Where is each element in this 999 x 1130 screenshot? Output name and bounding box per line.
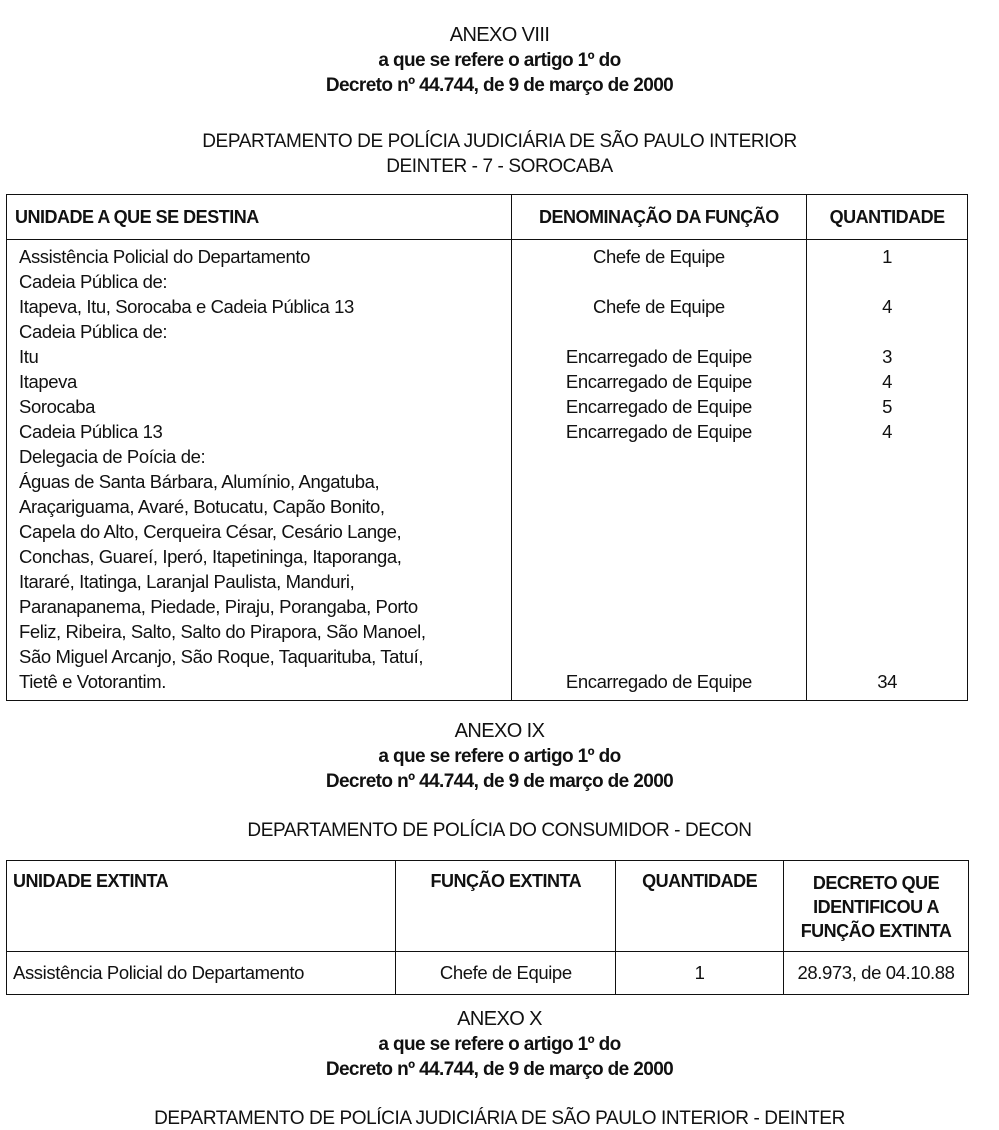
function-line: Chefe de Equipe <box>592 246 725 267</box>
function-line <box>512 644 807 669</box>
unit-line: Cadeia Pública de: <box>19 321 168 342</box>
quantity-line <box>807 469 967 494</box>
quantity-line <box>807 319 967 344</box>
annex9-title: ANEXO IX <box>454 720 545 742</box>
header-decree-line: DECRETO QUE <box>812 873 940 893</box>
quantity-line <box>807 269 967 294</box>
quantity-cell: 1 <box>616 952 784 995</box>
annex10-title: ANEXO X <box>457 1008 542 1030</box>
quantity-line <box>807 644 967 669</box>
annex10-decree: Decreto nº 44.744, de 9 de março de 2000 <box>325 1059 674 1080</box>
function-line <box>512 469 807 494</box>
function-line <box>512 569 807 594</box>
annex10-heading <box>0 1008 999 1081</box>
unit-line: Itapeva <box>19 371 77 392</box>
header-quantity: QUANTIDADE <box>616 861 784 952</box>
quantity-line: 4 <box>882 296 893 317</box>
quantity-line <box>807 619 967 644</box>
function-column <box>511 240 807 701</box>
unit-line: Araçariguama, Avaré, Botucatu, Capão Bonito, <box>19 496 385 517</box>
extinct-unit-cell: Assistência Policial do Departamento <box>7 952 396 995</box>
quantity-line <box>807 594 967 619</box>
function-line: Encarregado de Equipe <box>565 346 752 367</box>
annex8-body-row <box>7 240 968 701</box>
unit-line: Capela do Alto, Cerqueira César, Cesário Lange, <box>19 521 402 542</box>
header-extinct-function: FUNÇÃO EXTINTA <box>396 861 616 952</box>
annex10-reference: a que se refere o artigo 1º do <box>378 1034 621 1055</box>
unit-line: Feliz, Ribeira, Salto, Salto do Pirapora, São Manoel, <box>19 621 426 642</box>
annex8-department-block <box>0 131 999 178</box>
quantity-line: 34 <box>877 671 897 692</box>
annex8-header-row <box>7 195 968 240</box>
annex8-department: DEPARTAMENTO DE POLÍCIA JUDICIÁRIA DE SÃO PAULO INTERIOR <box>202 131 797 152</box>
unit-line: Cadeia Pública de: <box>19 271 168 292</box>
header-decree-line: IDENTIFICOU A <box>813 897 939 917</box>
header-decree-line: FUNÇÃO EXTINTA <box>800 921 952 941</box>
annex9-heading <box>0 720 999 793</box>
annex9-decree: Decreto nº 44.744, de 9 de março de 2000 <box>325 771 674 792</box>
annex9-table <box>6 860 969 995</box>
quantity-column <box>807 240 968 701</box>
annex8-subdepartment: DEINTER - 7 - SOROCABA <box>386 156 613 177</box>
unit-line: Conchas, Guareí, Iperó, Itapetininga, Itaporanga, <box>19 546 402 567</box>
annex9-header-row <box>7 861 969 952</box>
extinct-function-cell: Chefe de Equipe <box>396 952 616 995</box>
annex8-decree: Decreto nº 44.744, de 9 de março de 2000 <box>325 75 674 96</box>
quantity-line: 4 <box>882 371 893 392</box>
function-line: Encarregado de Equipe <box>565 396 752 417</box>
header-extinct-unit: UNIDADE EXTINTA <box>7 861 396 952</box>
unit-line: Itapeva, Itu, Sorocaba e Cadeia Pública 13 <box>19 296 354 317</box>
annex10-department-block <box>0 1108 999 1130</box>
header-unit: UNIDADE A QUE SE DESTINA <box>7 195 512 240</box>
annex9-department-block <box>0 820 999 842</box>
quantity-line <box>807 494 967 519</box>
header-quantity: QUANTIDADE <box>807 195 968 240</box>
annex8-heading <box>0 24 999 97</box>
quantity-line <box>807 519 967 544</box>
unit-line: Assistência Policial do Departamento <box>19 246 311 267</box>
function-line <box>512 319 807 344</box>
quantity-line <box>807 544 967 569</box>
unit-line: Delegacia de Poícia de: <box>19 446 206 467</box>
function-line <box>512 619 807 644</box>
unit-line: Águas de Santa Bárbara, Alumínio, Angatuba, <box>19 471 380 492</box>
quantity-line <box>807 444 967 469</box>
unit-line: Paranapanema, Piedade, Piraju, Porangaba, Porto <box>19 596 418 617</box>
quantity-line: 1 <box>882 246 893 267</box>
annex10-department: DEPARTAMENTO DE POLÍCIA JUDICIÁRIA DE SÃO PAULO INTERIOR - DEINTER <box>154 1108 845 1129</box>
function-line <box>512 494 807 519</box>
annex8-reference: a que se refere o artigo 1º do <box>378 50 621 71</box>
quantity-line: 4 <box>882 421 893 442</box>
function-line <box>512 544 807 569</box>
table-row <box>7 952 969 995</box>
unit-line: São Miguel Arcanjo, São Roque, Taquarituba, Tatuí, <box>19 646 424 667</box>
unit-line: Itu <box>19 346 39 367</box>
decree-cell: 28.973, de 04.10.88 <box>784 952 969 995</box>
header-function: DENOMINAÇÃO DA FUNÇÃO <box>511 195 807 240</box>
annex9-department: DEPARTAMENTO DE POLÍCIA DO CONSUMIDOR - DECON <box>247 820 752 841</box>
unit-line: Sorocaba <box>19 396 95 417</box>
quantity-line: 5 <box>882 396 893 417</box>
function-line: Encarregado de Equipe <box>565 371 752 392</box>
unit-column <box>7 240 512 701</box>
unit-line: Cadeia Pública 13 <box>19 421 163 442</box>
unit-line: Tietê e Votorantim. <box>19 671 166 692</box>
header-identifying-decree <box>784 861 969 952</box>
function-line: Encarregado de Equipe <box>565 421 752 442</box>
annex9-reference: a que se refere o artigo 1º do <box>378 746 621 767</box>
function-line <box>512 269 807 294</box>
unit-line: Itararé, Itatinga, Laranjal Paulista, Manduri, <box>19 571 355 592</box>
function-line <box>512 519 807 544</box>
quantity-line <box>807 569 967 594</box>
function-line <box>512 444 807 469</box>
function-line: Chefe de Equipe <box>592 296 725 317</box>
function-line: Encarregado de Equipe <box>565 671 752 692</box>
annex8-title: ANEXO VIII <box>449 24 550 46</box>
quantity-line: 3 <box>882 346 893 367</box>
function-line <box>512 594 807 619</box>
annex8-table <box>6 194 968 701</box>
